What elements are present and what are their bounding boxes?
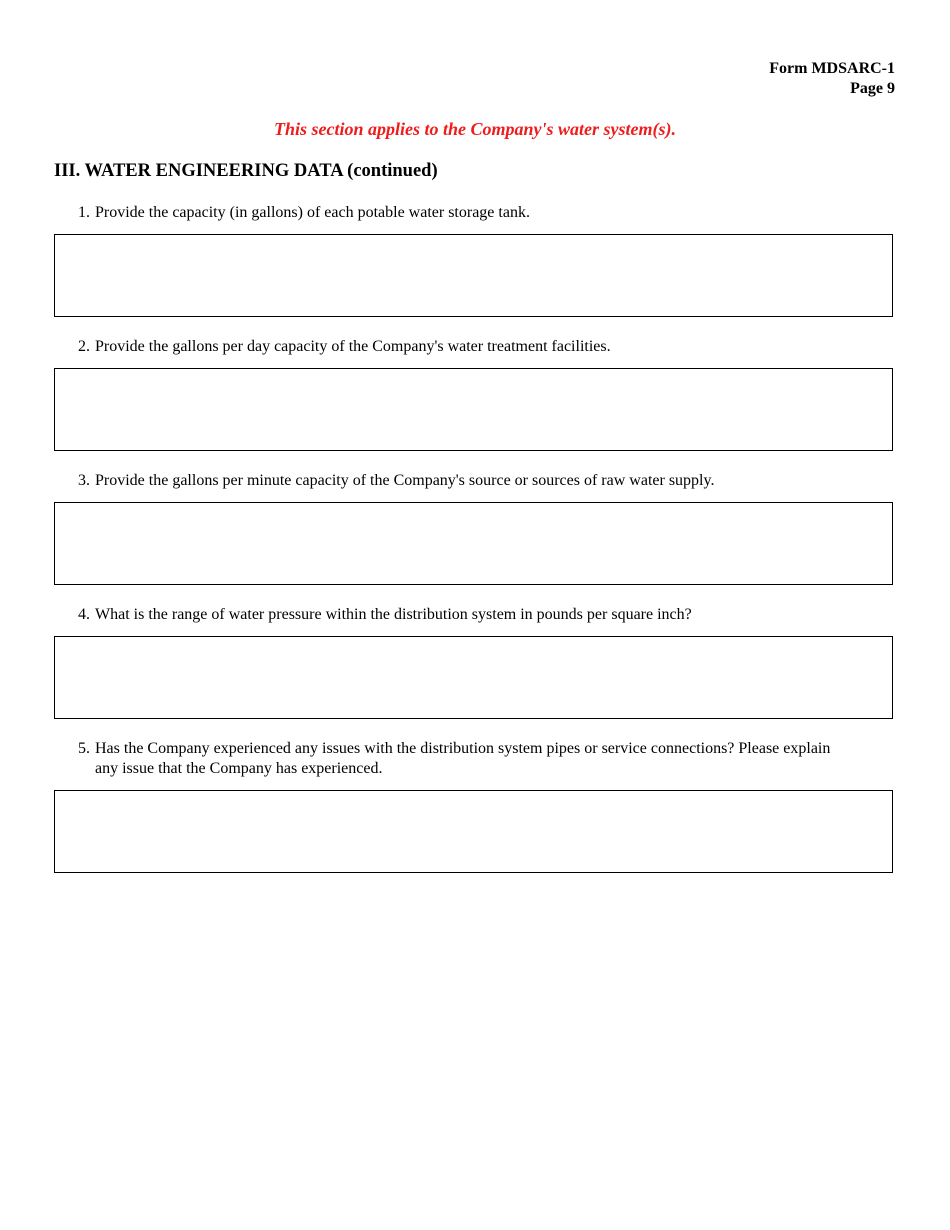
answer-box-3[interactable] bbox=[54, 502, 893, 585]
question-5 bbox=[78, 739, 848, 779]
answer-box-5[interactable] bbox=[54, 790, 893, 873]
page-label: Page 9 bbox=[850, 80, 895, 97]
section-applicability-notice: This section applies to the Company's water system(s). bbox=[273, 119, 676, 139]
form-label: Form MDSARC-1 bbox=[769, 60, 895, 77]
form-identifier bbox=[769, 59, 895, 99]
question-number: 2. bbox=[78, 338, 90, 355]
question-text: Provide the capacity (in gallons) of each potable water storage tank. bbox=[95, 204, 530, 221]
question-text: Has the Company experienced any issues with the distribution system pipes or service connections? Please explain any issue that the Company has experienced. bbox=[95, 740, 831, 777]
question-2 bbox=[78, 337, 878, 357]
question-text: Provide the gallons per day capacity of the Company's water treatment facilities. bbox=[95, 338, 611, 355]
question-3 bbox=[78, 471, 878, 491]
answer-box-1[interactable] bbox=[54, 234, 893, 317]
answer-box-4[interactable] bbox=[54, 636, 893, 719]
section-title: III. WATER ENGINEERING DATA (continued) bbox=[54, 161, 438, 181]
question-1 bbox=[78, 203, 878, 223]
question-text: What is the range of water pressure within the distribution system in pounds per square inch? bbox=[95, 606, 692, 623]
question-4 bbox=[78, 605, 878, 625]
question-text: Provide the gallons per minute capacity of the Company's source or sources of raw water supply. bbox=[95, 472, 715, 489]
question-number: 1. bbox=[78, 204, 90, 221]
question-number: 4. bbox=[78, 606, 90, 623]
answer-box-2[interactable] bbox=[54, 368, 893, 451]
question-number: 5. bbox=[78, 740, 90, 757]
question-number: 3. bbox=[78, 472, 90, 489]
